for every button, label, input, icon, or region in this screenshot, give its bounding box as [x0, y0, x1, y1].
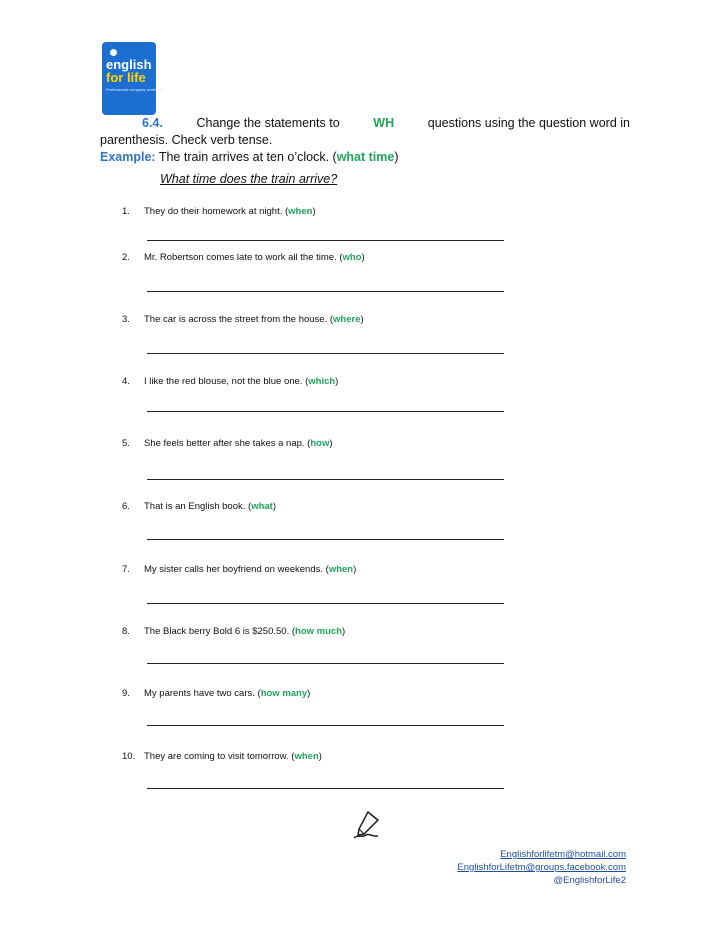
item-text: My sister calls her boyfriend on weekends. ( [144, 564, 329, 575]
instruction-keyword: WH [373, 116, 395, 130]
item-question-word: who [342, 252, 362, 263]
exercise-item-6 [122, 501, 276, 513]
logo-line1: english [106, 57, 152, 72]
item-text: Mr. Robertson comes late to work all the time. ( [144, 252, 343, 263]
item-number: 5. [122, 438, 130, 449]
answer-line-1[interactable] [147, 240, 504, 241]
footer-email-link[interactable]: Englishforlifetm@hotmail.com [500, 849, 626, 860]
exercise-number: 6.4. [142, 116, 163, 130]
answer-line-6[interactable] [147, 539, 504, 540]
item-number: 4. [122, 376, 130, 387]
item-number: 7. [122, 564, 130, 575]
item-text: The car is across the street from the house. ( [144, 314, 334, 325]
item-question-word: where [333, 314, 361, 325]
instruction-text-before: Change the statements to [196, 116, 340, 130]
logo-dot [110, 49, 117, 56]
item-question-word: how much [295, 626, 343, 637]
item-question-word: when [294, 751, 319, 762]
instruction-text-after: questions using the question word in [427, 116, 630, 130]
item-text: I like the red blouse, not the blue one. ( [144, 376, 309, 387]
item-question-word: when [328, 564, 354, 575]
example-answer [160, 172, 337, 186]
exercise-item-3 [122, 314, 364, 326]
item-close: ) [360, 314, 364, 325]
logo-line2: for life [106, 70, 146, 85]
pen-writing-icon [348, 808, 384, 844]
instruction-line2: parenthesis. Check verb tense. [100, 133, 273, 147]
item-close: ) [318, 751, 322, 762]
logo-tagline: Professional company workforce [106, 87, 164, 92]
footer-facebook-link[interactable]: EnglishforLifetm@groups.facebook.com [457, 862, 626, 873]
item-close: ) [335, 376, 339, 387]
contact-footer [457, 848, 626, 887]
footer-twitter-link[interactable]: @EnglishforLife2 [553, 875, 626, 886]
item-close: ) [361, 252, 365, 263]
instructions [100, 115, 630, 166]
item-close: ) [312, 206, 316, 217]
instruction-line1 [100, 115, 630, 132]
item-text: She feels better after she takes a nap. ( [144, 438, 311, 449]
exercise-item-8 [122, 626, 345, 638]
item-text: That is an English book. ( [144, 501, 252, 512]
example-word: what time [336, 150, 395, 164]
example-answer-end: ? [330, 172, 338, 186]
answer-line-7[interactable] [147, 603, 504, 604]
item-question-word: how many [260, 688, 308, 699]
item-question-word: which [308, 376, 336, 387]
answer-line-2[interactable] [147, 291, 504, 292]
exercise-item-9 [122, 688, 310, 700]
item-close: ) [353, 564, 357, 575]
item-text: They do their homework at night. ( [144, 206, 289, 217]
item-close: ) [329, 438, 333, 449]
item-number: 9. [122, 688, 130, 699]
exercise-item-1 [122, 206, 316, 218]
item-number: 10. [122, 751, 136, 762]
exercise-item-7 [122, 564, 356, 576]
answer-line-10[interactable] [147, 788, 504, 789]
item-question-word: what [251, 501, 273, 512]
exercise-item-5 [122, 438, 333, 450]
item-text: My parents have two cars. ( [144, 688, 261, 699]
item-number: 6. [122, 501, 130, 512]
exercise-item-10 [122, 751, 322, 763]
item-question-word: how [310, 438, 330, 449]
item-question-word: when [288, 206, 313, 217]
answer-line-9[interactable] [147, 725, 504, 726]
answer-line-8[interactable] [147, 663, 504, 664]
example-label: Example: [100, 150, 156, 164]
item-close: ) [342, 626, 346, 637]
example-sentence: The train arrives at ten o’clock. ( [158, 150, 337, 164]
example-close: ) [394, 150, 399, 164]
answer-line-3[interactable] [147, 353, 504, 354]
exercise-item-4 [122, 376, 338, 388]
answer-line-4[interactable] [147, 411, 504, 412]
item-text: They are coming to visit tomorrow. ( [144, 751, 295, 762]
english-for-life-logo [102, 42, 164, 115]
item-number: 8. [122, 626, 130, 637]
exercise-item-2 [122, 252, 365, 264]
item-number: 1. [122, 206, 130, 217]
item-text: The Black berry Bold 6 is $250.50. ( [144, 626, 296, 637]
item-number: 3. [122, 314, 130, 325]
item-number: 2. [122, 252, 130, 263]
item-close: ) [307, 688, 311, 699]
answer-line-5[interactable] [147, 479, 504, 480]
example-line [100, 149, 630, 166]
example-answer-text: What time does the train arrive [160, 172, 331, 186]
item-close: ) [272, 501, 277, 512]
